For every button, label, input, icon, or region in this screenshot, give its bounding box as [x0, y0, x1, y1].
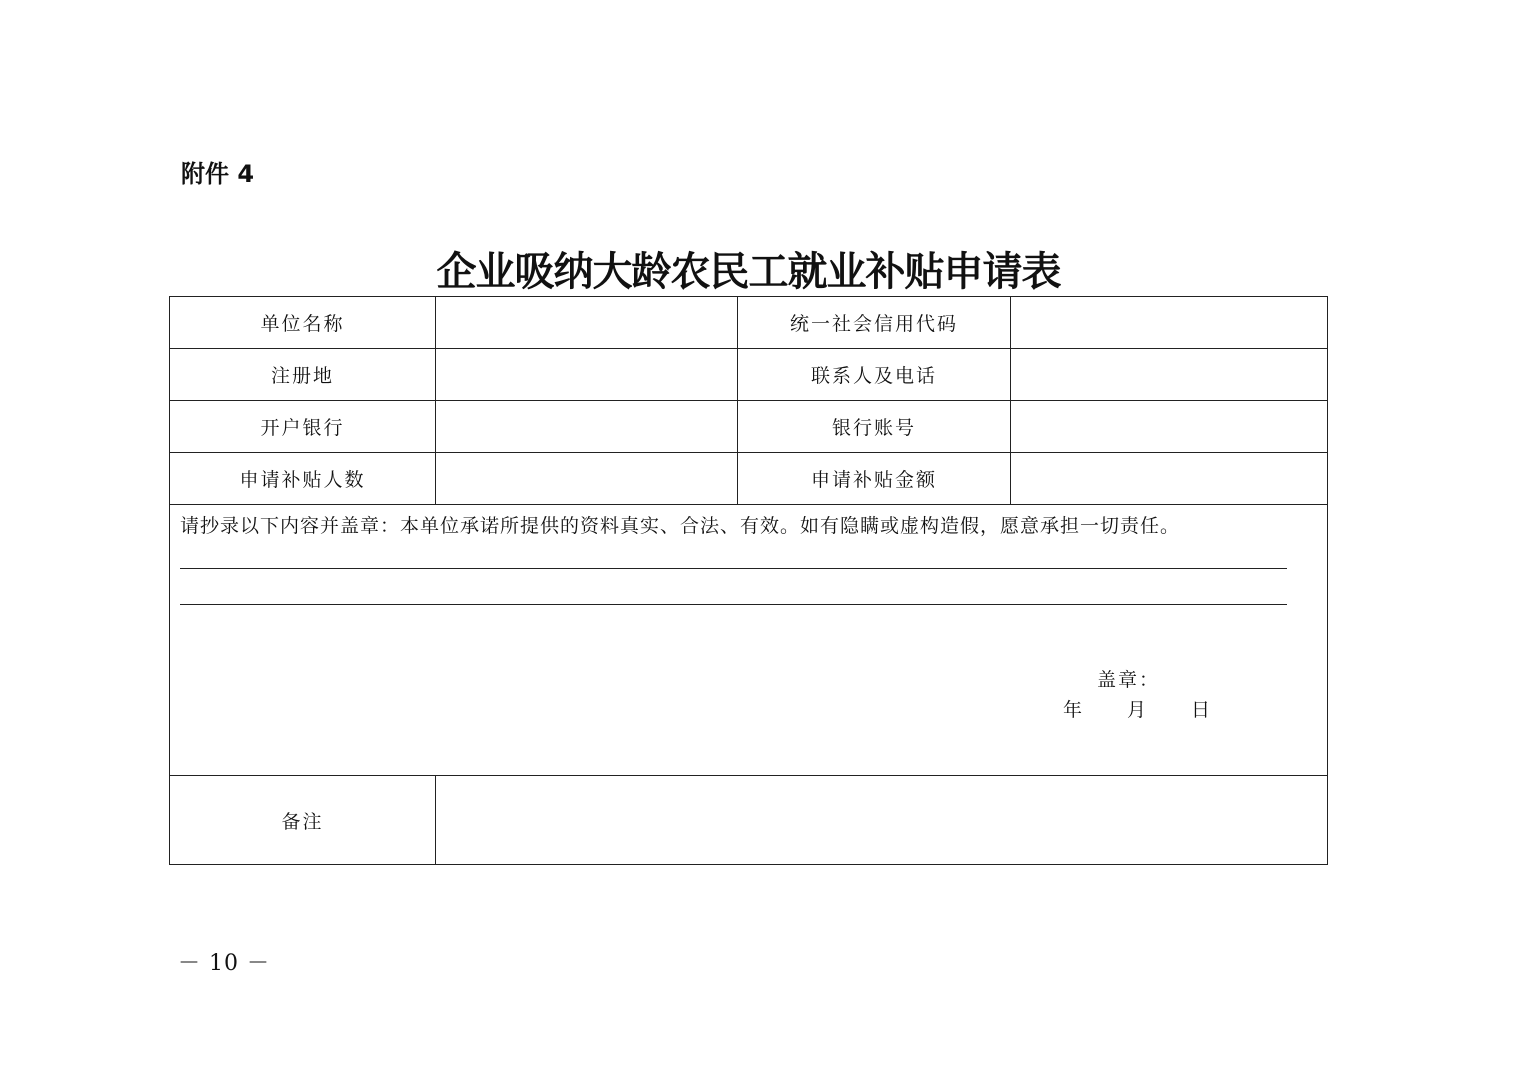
- pledge-instruction: 请抄录以下内容并盖章：本单位承诺所提供的资料真实、合法、有效。如有隐瞒或虚构造假，愿意承担一切责任。: [180, 515, 1181, 537]
- date-month: 月: [1127, 699, 1149, 721]
- field-remark[interactable]: [436, 776, 1328, 865]
- application-form-table: [169, 296, 1328, 865]
- pledge-row: [170, 505, 1328, 776]
- seal-label: 盖章：: [1097, 669, 1161, 691]
- field-subsidy-amount[interactable]: [1011, 453, 1328, 505]
- page-number: － 10 －: [178, 951, 270, 976]
- label-registered-address: 注册地: [170, 349, 436, 401]
- label-contact-phone: 联系人及电话: [738, 349, 1011, 401]
- form-title: 企业吸纳大龄农民工就业补贴申请表: [436, 248, 1061, 295]
- date-day: 日: [1191, 699, 1213, 721]
- field-credit-code[interactable]: [1011, 297, 1328, 349]
- field-bank-account[interactable]: [1011, 401, 1328, 453]
- field-contact-phone[interactable]: [1011, 349, 1328, 401]
- form-row: [170, 453, 1328, 505]
- field-bank[interactable]: [436, 401, 738, 453]
- label-remark: 备注: [170, 776, 436, 865]
- field-registered-address[interactable]: [436, 349, 738, 401]
- label-bank: 开户银行: [170, 401, 436, 453]
- label-company-name: 单位名称: [170, 297, 436, 349]
- label-bank-account: 银行账号: [738, 401, 1011, 453]
- label-subsidy-headcount: 申请补贴人数: [170, 453, 436, 505]
- form-row: [170, 349, 1328, 401]
- pledge-cell: [170, 505, 1328, 776]
- attachment-label: 附件 4: [181, 160, 255, 188]
- form-row: [170, 401, 1328, 453]
- copy-line-2[interactable]: [180, 604, 1287, 605]
- remark-row: [170, 776, 1328, 865]
- field-subsidy-headcount[interactable]: [436, 453, 738, 505]
- copy-line-1[interactable]: [180, 568, 1287, 569]
- field-company-name[interactable]: [436, 297, 738, 349]
- label-subsidy-amount: 申请补贴金额: [738, 453, 1011, 505]
- date-line: [1063, 695, 1255, 722]
- date-year: 年: [1063, 699, 1085, 721]
- form-row: [170, 297, 1328, 349]
- label-credit-code: 统一社会信用代码: [738, 297, 1011, 349]
